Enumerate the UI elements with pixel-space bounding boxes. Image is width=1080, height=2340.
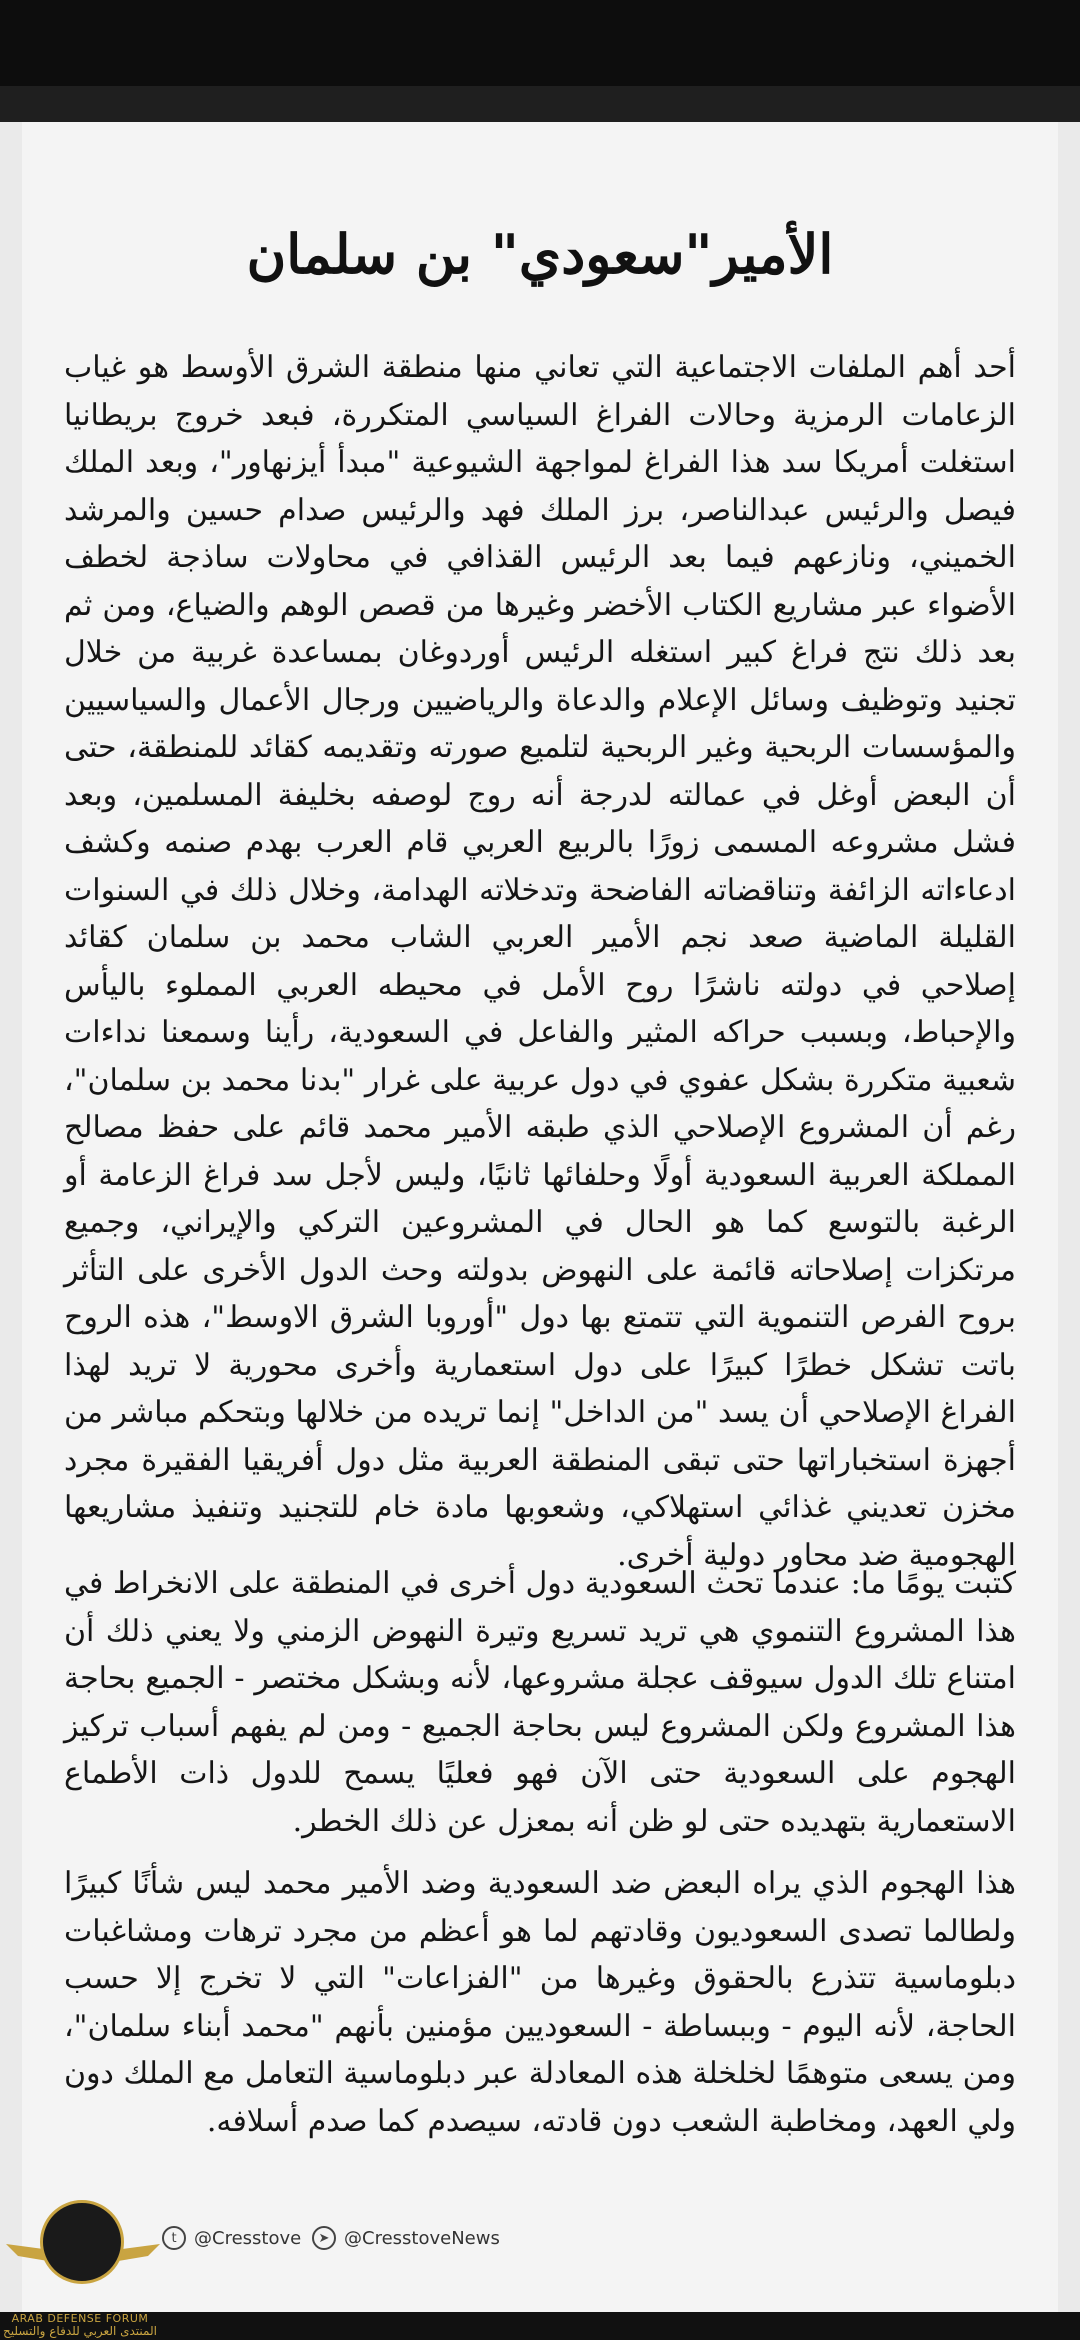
telegram-handle (312, 2226, 500, 2250)
status-strip (0, 0, 1080, 86)
article-paragraph-3: هذا الهجوم الذي يراه البعض ضد السعودية وضد الأمير محمد ليس شأنًا كبيرًا ولطالما تصدى السعوديون وقادتهم لما هو أعظم من مجرد ترهات ومشاغبات دبلوماسية تتذرع بالحقوق وغيرها من "الفزاعات" التي لا تخرج إلا حسب الحاجة، لأنه اليوم - وببساطة - السعوديين مؤمنين بأنهم "محمد أبناء سلمان"، ومن يسعى متوهمًا لخلخلة هذه المعادلة عبر دبلوماسية التعامل مع الملك دون ولي العهد، ومخاطبة الشعب دون قادته، سيصدم كما صدم أسلافه. (64, 1866, 1016, 2139)
article-paragraph-1: أحد أهم الملفات الاجتماعية التي تعاني منها منطقة الشرق الأوسط هو غياب الزعامات الرمزية وحالات الفراغ السياسي المتكررة، فبعد خروج بريطانيا استغلت أمريكا سد هذا الفراغ لمواجهة الشيوعية "مبدأ أيزنهاور"، وبعد الملك فيصل والرئيس عبدالناصر، برز الملك فهد والرئيس صدام حسين والمرشد الخميني، ونازعهم فيما بعد الرئيس القذافي في محاولات ساذجة لخطف الأضواء عبر مشاريع الكتاب الأخضر وغيرها من قصص الوهم والضياع، ومن ثم بعد ذلك نتج فراغ كبير استغله الرئيس أوردوغان بمساعدة غربية من خلال تجنيد وتوظيف وسائل الإعلام والدعاة والرياضيين ورجال الأعمال والسياسيين والمؤسسات الربحية وغير الربحية لتلميع صورته وتقديمه كقائد للمنطقة، حتى أن البعض أوغل في عمالته لدرجة أنه روج لوصفه بخليفة المسلمين، وبعد فشل مشروعه المسمى زورًا بالربيع العربي قام العرب بهدم صنمه وكشف ادعاءاته الزائفة وتناقضاته الفاضحة وتدخلاته الهدامة، وخلال ذلك في السنوات القليلة الماضية صعد نجم الأمير العربي الشاب محمد بن سلمان كقائد إصلاحي في دولته ناشرًا روح الأمل في محيطه العربي المملوء باليأس والإحباط، وبسبب حراكه المثير والفاعل في السعودية، رأينا وسمعنا نداءات شعبية متكررة بشكل عفوي في دول عربية على غرار "بدنا محمد بن سلمان"، رغم أن المشروع الإصلاحي الذي طبقه الأمير محمد قائم على حفظ مصالح المملكة العربية السعودية أولًا وحلفائها ثانيًا، وليس لأجل سد فراغ الزعامة أو الرغبة بالتوسع كما هو الحال في المشروعين التركي والإيراني، وجميع مرتكزات إصلاحاته قائمة على النهوض بدولته وحث الدول الأخرى على التأثر بروح الفرص التنموية التي تتمتع بها دول "أوروبا الشرق الاوسط"، هذه الروح باتت تشكل خطرًا كبيرًا على دول استعمارية وأخرى محورية لا تريد لهذا الفراغ الإصلاحي أن يسد "من الداخل" إنما تريده من خلالها وبتحكم مباشر من أجهزة استخباراتها حتى تبقى المنطقة العربية مثل دول أفريقيا الفقيرة مجرد مخزن تعديني غذائي استهلاكي، وشعوبها مادة خام للتجنيد وتنفيذ مشاريعها الهجومية ضد محاور دولية أخرى. (64, 350, 1017, 1573)
status-bar-area (0, 0, 1080, 122)
telegram-icon: ➤ (312, 2226, 336, 2250)
telegram-handle-text: @CresstoveNews (344, 2227, 500, 2249)
article-page (22, 122, 1058, 2312)
twitter-handle-text: @Cresstove (194, 2227, 302, 2249)
article-title: الأمير"سعودي" بن سلمان (246, 222, 834, 286)
twitter-handle (162, 2226, 301, 2250)
forum-logo (0, 2196, 160, 2340)
twitter-icon: t (162, 2226, 186, 2250)
image-frame (0, 122, 1080, 2312)
bottom-bar (0, 2312, 1080, 2340)
watermark-text-ar: المنتدى العربي للدفاع والتسليح (3, 2324, 157, 2338)
emblem-icon (40, 2200, 124, 2284)
article-paragraph-2: كتبت يومًا ما: عندما تحث السعودية دول أخرى في المنطقة على الانخراط في هذا المشروع التنموي هي تريد تسريع وتيرة النهوض الزمني ولا يعني ذلك أن امتناع تلك الدول سيوقف عجلة مشروعها، لأنه وبشكل مختصر - الجميع بحاجة هذا المشروع ولكن المشروع ليس بحاجة الجميع - ومن لم يفهم أسباب تركيز الهجوم على السعودية حتى الآن فهو فعليًا يسمح للدول ذات الأطماع الاستعمارية بتهديده حتى لو ظن أنه بمعزل عن ذلك الخطر. (64, 1566, 1016, 1839)
watermark-text-en: ARAB DEFENSE FORUM (11, 2312, 149, 2325)
